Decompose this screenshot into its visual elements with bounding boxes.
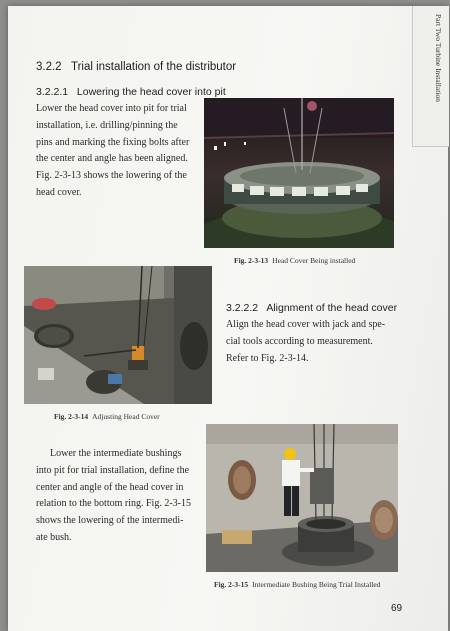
section-heading — [36, 61, 236, 73]
figure-caption-text: Head Cover Being installed — [272, 256, 356, 265]
subsection-title: Lowering the head cover into pit — [76, 86, 226, 98]
subsection-heading-1 — [36, 86, 226, 98]
part-tab-label: Part Two Turbine Installation — [434, 14, 443, 102]
text-line: shows the lowering of the intermedi- — [36, 515, 184, 527]
text-line: Lower the head cover into pit for trial — [36, 103, 187, 114]
figure-photo-adjusting-head-cover — [24, 266, 212, 404]
figure-caption-2-3-14 — [54, 412, 160, 421]
text-line: relation to the bottom ring. Fig. 2-3-15 — [36, 498, 191, 510]
figure-caption-text: Intermediate Bushing Being Trial Installed — [252, 580, 381, 589]
section-title: Trial installation of the distributor — [70, 61, 237, 73]
text-line: Align the head cover with jack and spe- — [226, 319, 386, 330]
bushings-paragraph — [36, 446, 211, 547]
text-line: cial tools according to measurement. — [226, 335, 373, 347]
figure-caption-2-3-15 — [214, 580, 381, 589]
text-line: ate bush. — [36, 531, 72, 543]
document-page — [8, 6, 448, 631]
subsection-title: Alignment of the head cover — [266, 302, 398, 314]
page-number: 69 — [391, 603, 403, 614]
text-line: Lower the intermediate bushings — [50, 448, 182, 459]
figure-photo-head-cover — [204, 98, 394, 248]
subsection-number: 3.2.2.1 — [36, 86, 69, 98]
text-line: center and angle of the head cover in — [36, 481, 184, 493]
text-line: installation, i.e. drilling/pinning the — [36, 119, 178, 131]
text-line: Refer to Fig. 2-3-14. — [226, 352, 309, 364]
figure-number: Fig. 2-3-13 — [234, 256, 269, 265]
text-line: into pit for trial installation, define the — [36, 464, 190, 476]
text-line: pins and marking the fixing bolts after — [36, 136, 190, 148]
section-number: 3.2.2 — [36, 61, 62, 73]
subsection-1-text — [36, 101, 216, 202]
text-line: Fig. 2-3-13 shows the lowering of the — [36, 170, 187, 182]
figure-number: Fig. 2-3-14 — [54, 412, 89, 421]
figure-caption-2-3-13 — [234, 256, 355, 265]
subsection-number: 3.2.2.2 — [226, 302, 259, 314]
subsection-2-text — [226, 317, 406, 367]
part-tab — [412, 6, 449, 147]
text-line: head cover. — [36, 186, 82, 198]
figure-caption-text: Adjusting Head Cover — [92, 412, 160, 421]
figure-number: Fig. 2-3-15 — [214, 580, 249, 589]
text-line: the center and angle has been aligned. — [36, 153, 188, 165]
figure-photo-intermediate-bushing — [206, 424, 398, 572]
subsection-heading-2 — [226, 302, 397, 314]
